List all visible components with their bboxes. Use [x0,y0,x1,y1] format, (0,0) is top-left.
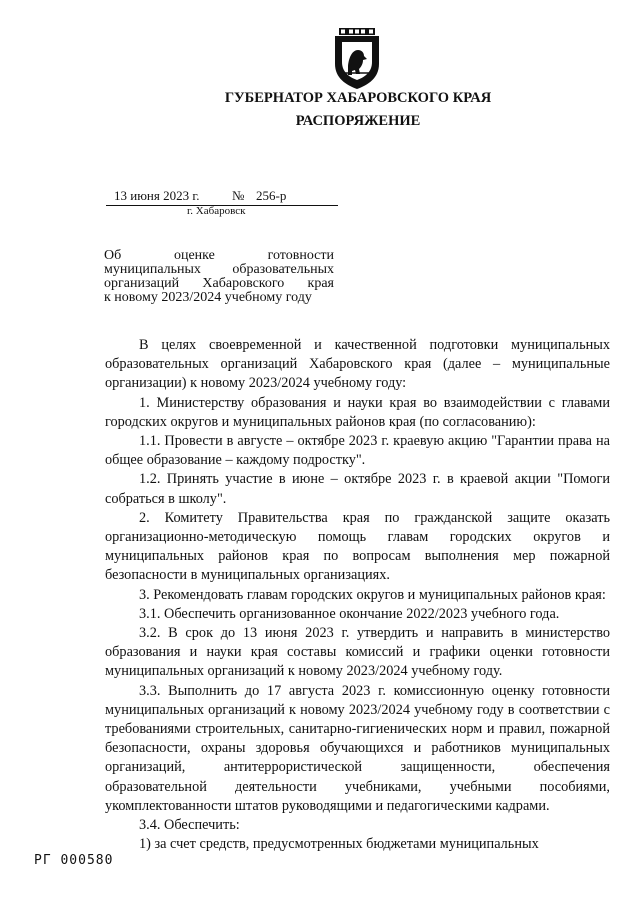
item-3-paragraph: 3. Рекомендовать главам городских округов и муниципальных районов края: [139,586,606,603]
item-1-paragraph: 1. Министерству образования и науки края во взаимодействии с главами городских округов и муниципальных районов края (по согласованию): [105,394,610,430]
item-1-1-paragraph: 1.1. Провести в августе – октябре 2023 г. краевую акцию "Гарантии права на общее образование – каждому подростку". [105,433,610,469]
subject-line: муниципальных образовательных [104,262,334,277]
coat-of-arms-icon [330,28,384,90]
document-body [105,336,610,854]
date-number-line [106,188,338,206]
subject-line: организаций Хабаровского края [104,276,334,291]
document-type: РАСПОРЯЖЕНИЕ [295,113,421,129]
item-3-4-1-paragraph: 1) за счет средств, предусмотренных бюджетами муниципальных [139,836,539,853]
subject-line: к новому 2023/2024 учебному году [104,290,312,305]
document-subject [104,249,334,305]
number-sign: № [232,188,245,203]
form-code: РГ 000580 [34,853,114,868]
item-3-3-paragraph: 3.3. Выполнить до 17 августа 2023 г. комиссионную оценку готовности муниципальных организаций к новому 2023/2024 учебному году в соответствии с требованиями строительных, санитарно-гигиенических норм и правил, пожарной безопасности, охраны здоровья обучающихся и работников муниципальных организаций, антитеррористической защищенности, обеспечения образовательной деятельности учебниками, учебными пособиями, укомплектованности штатов руководящими и педагогическими кадрами. [105,682,610,814]
item-3-2-paragraph: 3.2. В срок до 13 июня 2023 г. утвердить и направить в министерство образования и науки края составы комиссий и графики оценки готовности муниципальных организаций к новому 2023/2024 учебному году. [105,625,610,680]
document-date: 13 июня 2023 г. [114,188,200,203]
document-city: г. Хабаровск [187,205,246,217]
issuer-title: ГУБЕРНАТОР ХАБАРОВСКОГО КРАЯ [224,90,492,106]
subject-line: Об оценке готовности [104,248,334,263]
item-3-1-paragraph: 3.1. Обеспечить организованное окончание 2022/2023 учебного года. [139,605,560,622]
document-number: 256-р [256,188,287,203]
item-3-4-paragraph: 3.4. Обеспечить: [139,817,240,834]
item-1-2-paragraph: 1.2. Принять участие в июне – октябре 2023 г. в краевой акции "Помоги собраться в школу". [105,471,610,507]
item-2-paragraph: 2. Комитету Правительства края по гражданской защите оказать организационно-методическую помощь главам городских округов и муниципальных районов края по вопросам выполнения мер пожарной безопасности в муниципальных организациях. [105,509,610,584]
preamble-paragraph: В целях своевременной и качественной подготовки муниципальных образовательных организаций Хабаровского края (далее – муниципальные организации) к новому 2023/2024 учебному году: [105,337,610,392]
